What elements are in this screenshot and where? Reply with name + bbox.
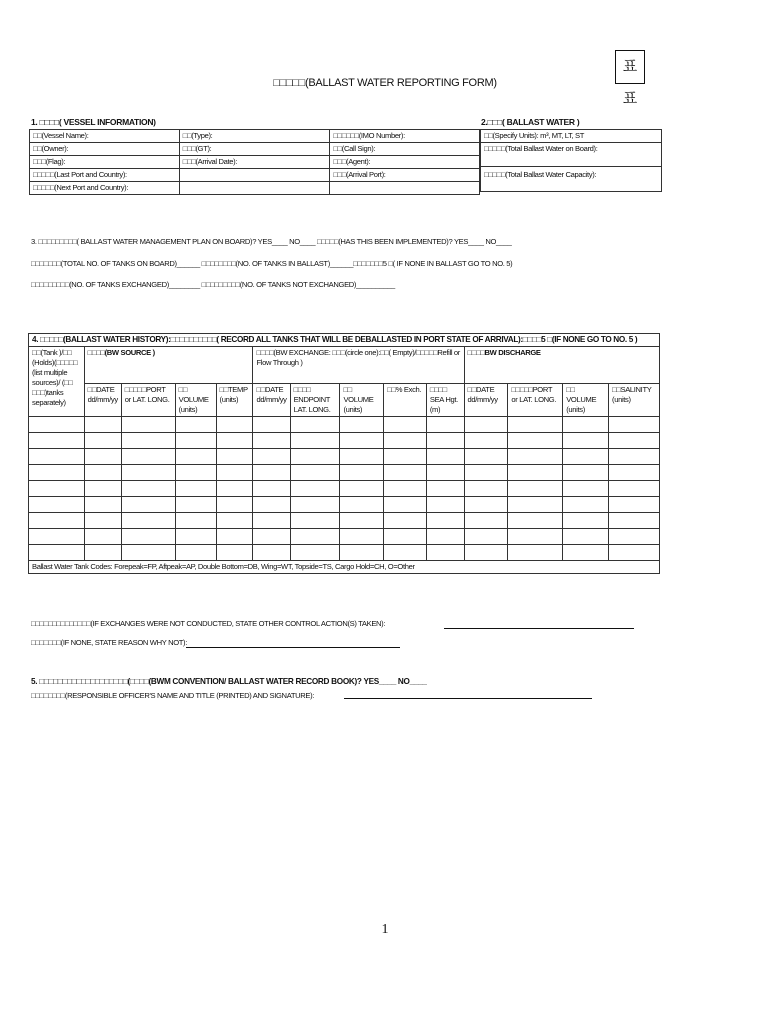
bw-exchange-header: □□□□(BW EXCHANGE: □□□(circle one):□□( Empty)/□□□□□Refill or Flow Through )	[253, 347, 464, 384]
reason-line[interactable]	[186, 647, 400, 648]
table-row	[481, 130, 662, 143]
history-entry-cell[interactable]	[216, 417, 253, 433]
vessel-info-table	[29, 129, 480, 195]
exchange-volume-header: □□ VOLUME (units)	[340, 384, 384, 417]
responsible-officer-label: □□□□□□□□(RESPONSIBLE OFFICER'S NAME AND TITLE (PRINTED) AND SIGNATURE):	[31, 691, 315, 700]
source-port-header: □□□□□PORT or LAT. LONG.	[121, 384, 175, 417]
history-entry-cell[interactable]	[121, 481, 175, 497]
history-entry-cell[interactable]	[121, 545, 175, 561]
total-capacity-field[interactable]: □□□□□(Total Ballast Water Capacity):	[481, 167, 662, 192]
history-entry-cell[interactable]	[340, 513, 384, 529]
tank-column-header: □□(Tank )/□□ (Holds)(□□□□□ (list multiple sources)/ (□□ □□□)tanks separately)	[29, 347, 85, 417]
tank-count-line: □□□□□□□(TOTAL NO. OF TANKS ON BOARD)______ □□□□□□□□(NO. OF TANKS IN BALLAST)______□□□□□□□5 □( IF NONE IN BALLAST GO TO NO. 5)	[31, 259, 513, 268]
history-entry-cell[interactable]	[84, 481, 121, 497]
history-entry-cell[interactable]	[29, 449, 85, 465]
history-entry-cell[interactable]	[84, 465, 121, 481]
agent-field[interactable]: □□□(Agent):	[330, 156, 480, 169]
history-entry-cell[interactable]	[216, 449, 253, 465]
table-row	[29, 481, 660, 497]
history-entry-cell[interactable]	[464, 497, 508, 513]
ballast-history-table	[28, 333, 660, 574]
history-entry-cell[interactable]	[216, 465, 253, 481]
history-entry-cell[interactable]	[175, 433, 216, 449]
history-entry-cell[interactable]	[290, 465, 340, 481]
history-entry-cell[interactable]	[508, 513, 563, 529]
flag-field[interactable]: □□□(Flag):	[30, 156, 180, 169]
history-entry-cell[interactable]	[464, 449, 508, 465]
history-entry-cell[interactable]	[340, 497, 384, 513]
arrival-port-field[interactable]: □□□(Arrival Port):	[330, 169, 480, 182]
units-field[interactable]: □□(Specify Units): m³, MT, LT, ST	[481, 130, 662, 143]
history-entry-cell[interactable]	[426, 433, 464, 449]
history-entry-cell[interactable]	[253, 545, 290, 561]
history-entry-cell[interactable]	[384, 529, 427, 545]
history-heading: 4. □□□□□(BALLAST WATER HISTORY):□□□□□□□□□□( RECORD ALL TANKS THAT WILL BE DEBALLASTED IN PORT STATE OF ARRIVAL):□□□□5 □(IF NONE GO TO NO. 5 )	[29, 334, 660, 347]
history-entry-cell[interactable]	[508, 433, 563, 449]
history-entry-cell[interactable]	[84, 497, 121, 513]
history-entry-cell[interactable]	[508, 481, 563, 497]
history-entry-cell[interactable]	[290, 481, 340, 497]
history-entry-cell[interactable]	[121, 497, 175, 513]
history-entry-cell[interactable]	[563, 481, 609, 497]
history-entry-cell[interactable]	[29, 481, 85, 497]
history-entry-cell[interactable]	[216, 497, 253, 513]
source-volume-header: □□ VOLUME (units)	[175, 384, 216, 417]
history-entry-cell[interactable]	[508, 497, 563, 513]
form-code-box: 표표	[615, 50, 645, 84]
table-row	[29, 545, 660, 561]
source-temp-header: □□TEMP (units)	[216, 384, 253, 417]
history-entry-cell[interactable]	[253, 465, 290, 481]
history-entry-cell[interactable]	[290, 433, 340, 449]
history-entry-cell[interactable]	[121, 417, 175, 433]
salinity-header: □□SALINITY (units)	[609, 384, 660, 417]
history-entry-cell[interactable]	[609, 497, 660, 513]
history-entry-cell[interactable]	[563, 417, 609, 433]
history-entry-cell[interactable]	[216, 433, 253, 449]
history-entry-cell[interactable]	[290, 497, 340, 513]
exchange-date-header: □□DATE dd/mm/yy	[253, 384, 290, 417]
history-entry-cell[interactable]	[29, 529, 85, 545]
history-entry-cell[interactable]	[508, 449, 563, 465]
history-entry-cell[interactable]	[609, 449, 660, 465]
history-entry-cell[interactable]	[426, 545, 464, 561]
table-row	[30, 156, 480, 169]
history-entry-cell[interactable]	[563, 513, 609, 529]
history-entry-cell[interactable]	[84, 433, 121, 449]
history-entry-cell[interactable]	[121, 449, 175, 465]
history-entry-cell[interactable]	[29, 417, 85, 433]
history-entry-cell[interactable]	[508, 417, 563, 433]
ballast-water-table	[480, 129, 662, 192]
history-entry-cell[interactable]	[426, 417, 464, 433]
history-entry-cell[interactable]	[84, 545, 121, 561]
history-entry-cell[interactable]	[563, 433, 609, 449]
reason-label: □□□□□□□(IF NONE, STATE REASON WHY NOT):	[31, 638, 187, 647]
history-entry-cell[interactable]	[175, 465, 216, 481]
history-entry-cell[interactable]	[426, 481, 464, 497]
history-entry-cell[interactable]	[384, 449, 427, 465]
history-entry-cell[interactable]	[464, 529, 508, 545]
history-entry-cell[interactable]	[290, 529, 340, 545]
table-row	[29, 529, 660, 545]
source-date-header: □□DATE dd/mm/yy	[84, 384, 121, 417]
table-row	[481, 143, 662, 167]
history-entry-cell[interactable]	[175, 529, 216, 545]
history-entry-cell[interactable]	[508, 545, 563, 561]
history-entry-cell[interactable]	[563, 449, 609, 465]
history-entry-cell[interactable]	[563, 545, 609, 561]
history-entry-cell[interactable]	[563, 529, 609, 545]
history-entry-cell[interactable]	[84, 529, 121, 545]
history-entry-cell[interactable]	[290, 449, 340, 465]
table-row	[29, 497, 660, 513]
history-entry-cell[interactable]	[340, 449, 384, 465]
history-entry-cell[interactable]	[384, 433, 427, 449]
imo-number-field[interactable]: □□□□□□(IMO Number):	[330, 130, 480, 143]
table-row	[30, 182, 480, 195]
history-entry-cell[interactable]	[290, 417, 340, 433]
history-entry-cell[interactable]	[384, 513, 427, 529]
history-entry-cell[interactable]	[216, 529, 253, 545]
history-entry-cell[interactable]	[464, 545, 508, 561]
control-actions-label: □□□□□□□□□□□□□□(IF EXCHANGES WERE NOT CONDUCTED, STATE OTHER CONTROL ACTION(S) TAKEN):	[31, 619, 386, 628]
history-entry-cell[interactable]	[216, 513, 253, 529]
page-number: 1	[381, 922, 389, 937]
history-entry-cell[interactable]	[121, 465, 175, 481]
empty-cell[interactable]	[179, 169, 330, 182]
history-entry-cell[interactable]	[609, 513, 660, 529]
history-entry-cell[interactable]	[253, 529, 290, 545]
record-book-question: 5. □□□□□□□□□□□□□□□□□□□(□□□□(BWM CONVENTION/ BALLAST WATER RECORD BOOK)? YES____ NO____	[31, 677, 427, 686]
sea-height-header: □□□□ SEA Hgt. (m)	[426, 384, 464, 417]
history-entry-cell[interactable]	[609, 433, 660, 449]
history-entry-cell[interactable]	[175, 545, 216, 561]
exchanged-count-line: □□□□□□□□□(NO. OF TANKS EXCHANGED)________ □□□□□□□□□(NO. OF TANKS NOT EXCHANGED)__________	[31, 280, 395, 289]
history-entry-cell[interactable]	[340, 417, 384, 433]
history-entry-cell[interactable]	[253, 513, 290, 529]
history-entry-cell[interactable]	[29, 433, 85, 449]
control-actions-line[interactable]	[444, 628, 634, 629]
owner-field[interactable]: □□(Owner):	[30, 143, 180, 156]
history-entry-cell[interactable]	[464, 481, 508, 497]
management-plan-question: 3. □□□□□□□□□( BALLAST WATER MANAGEMENT PLAN ON BOARD)? YES____ NO____ □□□□□(HAS THIS BEEN IMPLEMENTED)? YES____ NO____	[31, 237, 512, 246]
history-entry-cell[interactable]	[253, 433, 290, 449]
exchange-percent-header: □□% Exch.	[384, 384, 427, 417]
history-entry-cell[interactable]	[340, 529, 384, 545]
table-row	[30, 169, 480, 182]
history-entry-cell[interactable]	[290, 545, 340, 561]
history-entry-cell[interactable]	[426, 513, 464, 529]
ballast-water-heading: 2.□□□( BALLAST WATER )	[481, 117, 580, 127]
history-entry-cell[interactable]	[609, 545, 660, 561]
empty-cell[interactable]	[179, 182, 330, 195]
history-entry-cell[interactable]	[563, 465, 609, 481]
history-entry-cell[interactable]	[253, 449, 290, 465]
history-entry-cell[interactable]	[216, 481, 253, 497]
arrival-date-field[interactable]: □□□(Arrival Date):	[179, 156, 330, 169]
history-entry-cell[interactable]	[175, 449, 216, 465]
history-entry-cell[interactable]	[609, 481, 660, 497]
history-entry-cell[interactable]	[426, 529, 464, 545]
history-entry-cell[interactable]	[609, 417, 660, 433]
history-entry-cell[interactable]	[384, 481, 427, 497]
history-entry-cell[interactable]	[175, 481, 216, 497]
history-entry-cell[interactable]	[340, 481, 384, 497]
history-entry-cell[interactable]	[175, 417, 216, 433]
bw-discharge-header: □□□□BW DISCHARGE	[464, 347, 659, 384]
exchange-endpoint-header: □□□□ ENDPOINT LAT. LONG.	[290, 384, 340, 417]
history-entry-cell[interactable]	[29, 545, 85, 561]
empty-cell[interactable]	[330, 182, 480, 195]
history-entry-cell[interactable]	[290, 513, 340, 529]
discharge-port-header: □□□□□PORT or LAT. LONG.	[508, 384, 563, 417]
history-entry-cell[interactable]	[464, 433, 508, 449]
table-row	[30, 130, 480, 143]
history-entry-cell[interactable]	[340, 433, 384, 449]
history-entry-cell[interactable]	[508, 465, 563, 481]
tank-codes-note: Ballast Water Tank Codes: Forepeak=FP, Aftpeak=AP, Double Bottom=DB, Wing=WT, Topside=TS, Cargo Hold=CH, O=Other	[29, 561, 660, 574]
history-entry-cell[interactable]	[84, 417, 121, 433]
history-entry-cell[interactable]	[29, 497, 85, 513]
history-entry-cell[interactable]	[340, 545, 384, 561]
history-entry-cell[interactable]	[563, 497, 609, 513]
history-entry-cell[interactable]	[84, 513, 121, 529]
history-entry-cell[interactable]	[464, 465, 508, 481]
gt-field[interactable]: □□□(GT):	[179, 143, 330, 156]
history-entry-cell[interactable]	[384, 545, 427, 561]
history-entry-cell[interactable]	[609, 465, 660, 481]
history-entry-cell[interactable]	[609, 529, 660, 545]
last-port-field[interactable]: □□□□□(Last Port and Country):	[30, 169, 180, 182]
table-row	[29, 417, 660, 433]
vessel-name-field[interactable]: □□(Vessel Name):	[30, 130, 180, 143]
history-entry-cell[interactable]	[84, 449, 121, 465]
table-row	[29, 433, 660, 449]
history-entry-cell[interactable]	[29, 465, 85, 481]
total-on-board-field[interactable]: □□□□□(Total Ballast Water on Board):	[481, 143, 662, 167]
signature-line[interactable]	[344, 698, 592, 699]
history-entry-cell[interactable]	[464, 417, 508, 433]
next-port-field[interactable]: □□□□□(Next Port and Country):	[30, 182, 180, 195]
history-entry-cell[interactable]	[426, 497, 464, 513]
table-row	[29, 465, 660, 481]
history-entry-cell[interactable]	[426, 449, 464, 465]
history-entry-cell[interactable]	[253, 497, 290, 513]
vessel-info-heading: 1. □□□□( VESSEL INFORMATION)	[31, 117, 156, 127]
history-entry-cell[interactable]	[29, 513, 85, 529]
discharge-date-header: □□DATE dd/mm/yy	[464, 384, 508, 417]
history-entry-cell[interactable]	[384, 417, 427, 433]
table-row	[29, 449, 660, 465]
history-entry-cell[interactable]	[216, 545, 253, 561]
history-entry-cell[interactable]	[253, 417, 290, 433]
history-entry-cell[interactable]	[426, 465, 464, 481]
history-entry-cell[interactable]	[175, 497, 216, 513]
history-entry-cell[interactable]	[464, 513, 508, 529]
history-entry-cell[interactable]	[384, 465, 427, 481]
history-entry-cell[interactable]	[340, 465, 384, 481]
table-row	[29, 513, 660, 529]
call-sign-field[interactable]: □□(Call Sign):	[330, 143, 480, 156]
vessel-type-field[interactable]: □□(Type):	[179, 130, 330, 143]
form-title: □□□□□(BALLAST WATER REPORTING FORM)	[273, 77, 497, 89]
bw-source-header: □□□□(BW SOURCE )	[84, 347, 253, 384]
history-entry-cell[interactable]	[121, 433, 175, 449]
history-entry-cell[interactable]	[121, 529, 175, 545]
history-entry-cell[interactable]	[384, 497, 427, 513]
table-row	[481, 167, 662, 192]
discharge-volume-header: □□ VOLUME (units)	[563, 384, 609, 417]
history-entry-cell[interactable]	[253, 481, 290, 497]
history-entry-cell[interactable]	[508, 529, 563, 545]
history-entry-cell[interactable]	[121, 513, 175, 529]
history-entry-cell[interactable]	[175, 513, 216, 529]
table-row	[30, 143, 480, 156]
